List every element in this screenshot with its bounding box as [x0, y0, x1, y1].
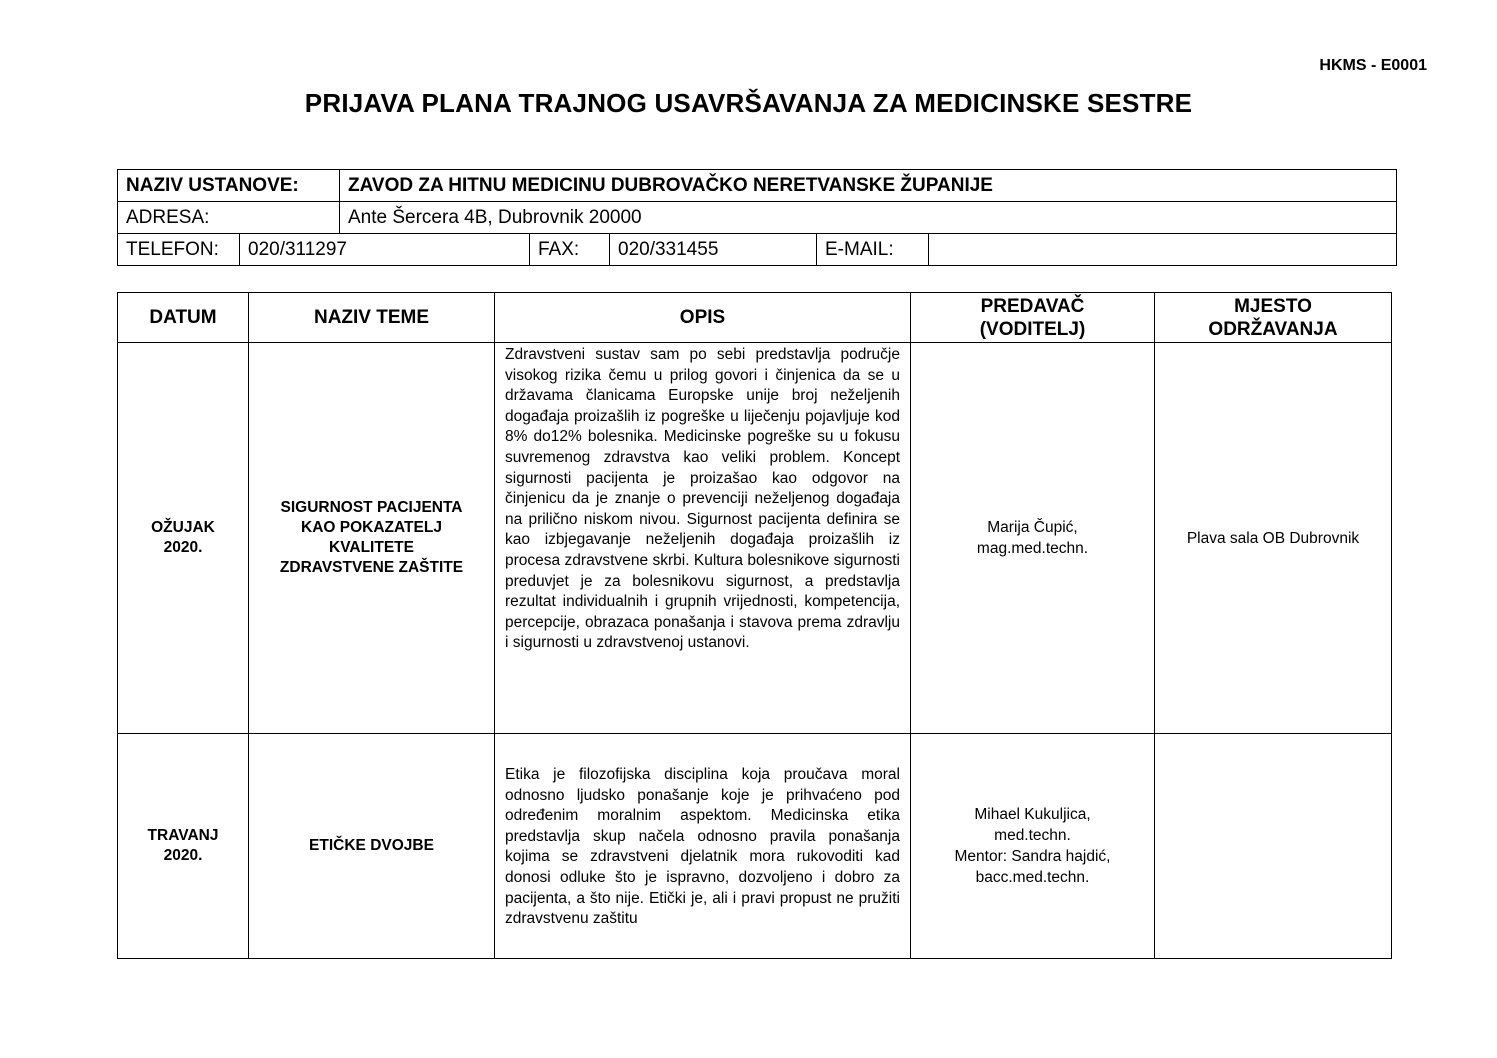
header-lecturer: [911, 293, 1155, 343]
institution-name-row: [118, 170, 1397, 202]
header-lecturer-line2: (VODITELJ): [979, 318, 1086, 340]
email-value: [929, 234, 1397, 266]
institution-name-label: NAZIV USTANOVE:: [118, 170, 340, 202]
address-value: Ante Šercera 4B, Dubrovnik 20000: [340, 202, 1397, 234]
row-topic: [249, 734, 495, 959]
phone-label: TELEFON:: [118, 234, 240, 266]
row-topic-line: SIGURNOST PACIJENTA: [280, 499, 463, 516]
institution-contact-row: [118, 234, 1397, 266]
row-topic-line: ETIČKE DVOJBE: [309, 837, 434, 854]
row-place: [1155, 734, 1392, 959]
row-lecturer-line: Marija Čupić,: [987, 519, 1078, 536]
fax-value: 020/331455: [610, 234, 817, 266]
page-title: PRIJAVA PLANA TRAJNOG USAVRŠAVANJA ZA MEDICINSKE SESTRE: [304, 88, 1193, 118]
header-lecturer-line1: PREDAVAČ: [980, 295, 1085, 317]
plan-header-row: [118, 293, 1392, 343]
header-description: OPIS: [495, 293, 911, 343]
header-topic: NAZIV TEME: [249, 293, 495, 343]
table-row: [118, 734, 1392, 959]
training-plan-table: [117, 292, 1392, 959]
header-date: DATUM: [118, 293, 249, 343]
row-topic-line: ZDRAVSTVENE ZAŠTITE: [279, 559, 464, 576]
row-date: [118, 343, 249, 734]
row-description: Zdravstveni sustav sam po sebi predstavlja područje visokog rizika čemu u prilog govori i činjenica da se u državama članicama Europske unije broj neželjenih događaja proizašlih iz pogreške u liječenju pojavljuje kod 8% do12% bolesnika. Medicinske pogreške su u fokusu suvremenog zdravstva kao veliki problem. Koncept sigurnosti pacijenta je proizašao kao odgovor na činjenicu da je znanje o prevenciji neželjenog događaja na prilično niskom nivou. Sigurnost pacijenta definira se kao izbjegavanje neželjenih događaja proizašlih iz procesa zdravstvene skrbi. Kultura bolesnikove sigurnosti preduvjet je za bolesnikovu sigurnost, a predstavlja rezultat individualnih i grupnih vrijednosti, kompetencija, percepcije, obrazaca ponašanja i stavova prema zdravlju i sigurnosti u zdravstvenoj ustanovi.: [495, 343, 911, 734]
row-description: [495, 734, 911, 959]
row-lecturer: [911, 343, 1155, 734]
address-label: ADRESA:: [118, 202, 340, 234]
fax-label: FAX:: [530, 234, 610, 266]
row-lecturer-line: Mentor: Sandra hajdić,: [954, 848, 1111, 865]
row-topic: [249, 343, 495, 734]
row-place: Plava sala OB Dubrovnik: [1155, 343, 1392, 734]
row-lecturer-line: Mihael Kukuljica,: [974, 806, 1091, 823]
header-place-line1: MJESTO: [1234, 295, 1312, 317]
email-label: E-MAIL:: [817, 234, 929, 266]
header-place-line2: ODRŽAVANJA: [1208, 318, 1338, 340]
header-place: [1155, 293, 1392, 343]
row-topic-line: KVALITETE: [329, 539, 414, 556]
row-lecturer-line: mag.med.techn.: [976, 540, 1089, 557]
row-date-month: OŽUJAK: [151, 519, 215, 536]
row-date-month: TRAVANJ: [147, 827, 219, 844]
row-lecturer-line: bacc.med.techn.: [975, 869, 1090, 886]
row-date-year: 2020.: [163, 539, 203, 556]
institution-info-table: [117, 169, 1397, 266]
institution-name-value: ZAVOD ZA HITNU MEDICINU DUBROVAČKO NERETVANSKE ŽUPANIJE: [340, 170, 1397, 202]
row-topic-line: KAO POKAZATELJ: [301, 519, 442, 536]
row-date: [118, 734, 249, 959]
institution-address-row: [118, 202, 1397, 234]
row-lecturer-line: med.techn.: [994, 827, 1071, 844]
row-description-text: Etika je filozofijska disciplina koja proučava moral odnosno ljudsko ponašanje koje je prihvaćeno pod određenim moralnim aspektom. Medicinska etika predstavlja skup načela odnosno pravila ponašanja kojima se zdravstveni djelatnik mora rukovoditi kad donosi odluke što je ispravno, dozvoljeno i dobro za pacijenta, a što nije. Etički je, ali i pravi propust ne pružiti zdravstvenu zaštitu: [505, 766, 900, 927]
phone-value: 020/311297: [240, 234, 530, 266]
form-code: HKMS - E0001: [1319, 57, 1427, 74]
row-date-year: 2020.: [163, 847, 203, 864]
table-row: [118, 343, 1392, 734]
row-lecturer: [911, 734, 1155, 959]
